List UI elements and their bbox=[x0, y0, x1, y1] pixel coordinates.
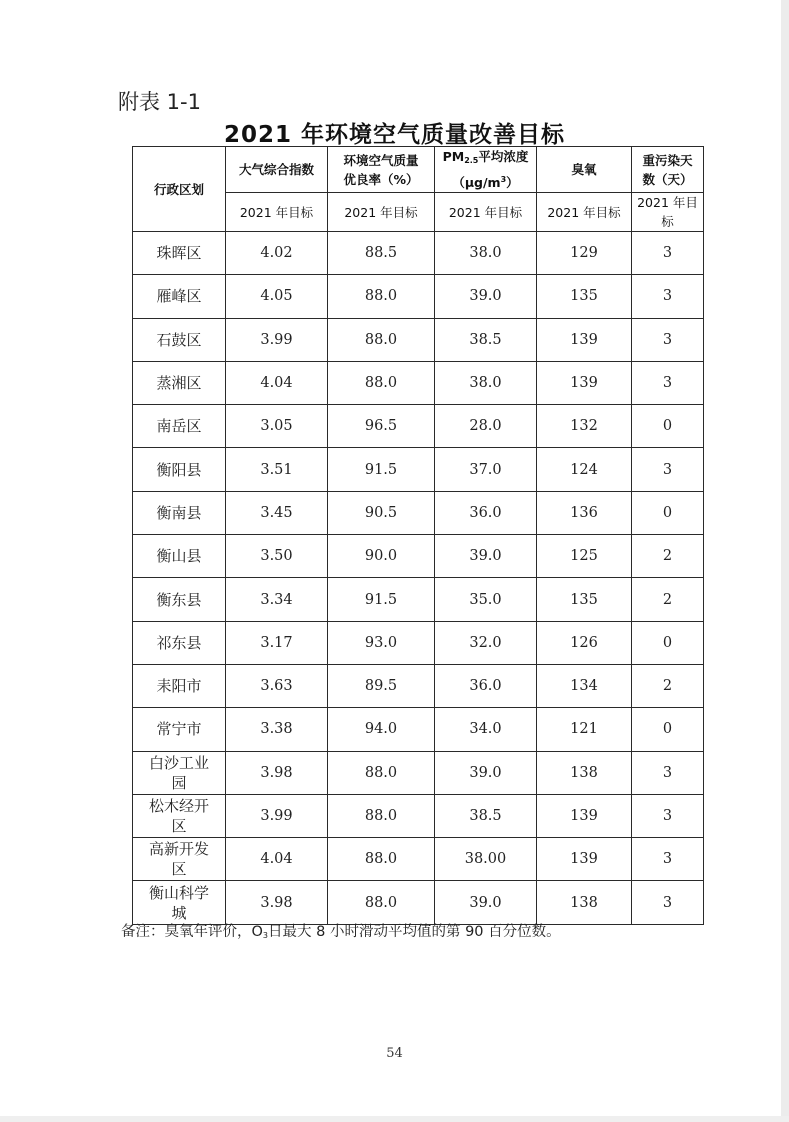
good-rate-cell: 88.0 bbox=[328, 751, 435, 794]
polluted-days-cell: 2 bbox=[632, 578, 704, 621]
table-body bbox=[133, 232, 704, 925]
header-days-line1: 重污染天 bbox=[642, 152, 693, 168]
region-name-line1: 衡阳县 bbox=[156, 460, 202, 479]
header-ozone: 臭氧 bbox=[537, 147, 632, 193]
header-pm25-prefix: PM bbox=[442, 149, 465, 164]
header-aqi bbox=[226, 147, 328, 193]
good-rate-cell: 91.5 bbox=[328, 448, 435, 491]
table-row bbox=[133, 535, 704, 578]
table-row bbox=[133, 448, 704, 491]
good-rate-cell: 88.0 bbox=[328, 361, 435, 404]
polluted-days-cell: 3 bbox=[632, 318, 704, 361]
ozone-cell: 135 bbox=[537, 578, 632, 621]
ozone-cell: 138 bbox=[537, 881, 632, 924]
ozone-cell: 129 bbox=[537, 232, 632, 275]
header-region: 行政区划 bbox=[133, 147, 226, 232]
polluted-days-cell: 3 bbox=[632, 361, 704, 404]
region-cell bbox=[133, 578, 226, 621]
pm25-cell: 38.5 bbox=[435, 318, 537, 361]
ozone-cell: 134 bbox=[537, 664, 632, 707]
table-row bbox=[133, 318, 704, 361]
good-rate-cell: 88.0 bbox=[328, 794, 435, 837]
target-year-days-l2: 标 bbox=[661, 214, 674, 229]
region-cell bbox=[133, 621, 226, 664]
ozone-cell: 132 bbox=[537, 405, 632, 448]
page-edge-shadow-bottom bbox=[0, 1116, 789, 1122]
header-row-1 bbox=[133, 147, 704, 193]
polluted-days-cell: 3 bbox=[632, 751, 704, 794]
pm25-cell: 34.0 bbox=[435, 708, 537, 751]
good-rate-cell: 96.5 bbox=[328, 405, 435, 448]
pm25-cell: 35.0 bbox=[435, 578, 537, 621]
region-name-line2: 园 bbox=[171, 773, 187, 792]
pm25-cell: 39.0 bbox=[435, 881, 537, 924]
polluted-days-cell: 0 bbox=[632, 405, 704, 448]
aqi-cell: 3.51 bbox=[226, 448, 328, 491]
region-name-line2: 区 bbox=[171, 817, 187, 835]
good-rate-cell: 88.0 bbox=[328, 318, 435, 361]
polluted-days-cell: 3 bbox=[632, 275, 704, 318]
target-year-good: 2021 年目标 bbox=[328, 193, 435, 232]
region-name-line1: 衡南县 bbox=[156, 503, 202, 522]
pm25-cell: 37.0 bbox=[435, 448, 537, 491]
aqi-cell: 3.99 bbox=[226, 794, 328, 837]
region-cell bbox=[133, 232, 226, 275]
pm25-cell: 39.0 bbox=[435, 751, 537, 794]
pm25-cell: 38.0 bbox=[435, 232, 537, 275]
region-name-line1: 衡山县 bbox=[156, 547, 202, 566]
region-name-line2: 区 bbox=[171, 860, 187, 879]
ozone-cell: 139 bbox=[537, 794, 632, 837]
header-pm25-unit-close: ） bbox=[506, 175, 519, 190]
aqi-cell: 3.38 bbox=[226, 708, 328, 751]
aqi-cell: 4.04 bbox=[226, 361, 328, 404]
region-name-line1: 蒸湘区 bbox=[156, 374, 202, 393]
region-name-line1: 石鼓区 bbox=[156, 330, 202, 349]
target-year-aqi: 2021 年目标 bbox=[226, 193, 328, 232]
header-polluted-days bbox=[632, 147, 704, 193]
table-row bbox=[133, 621, 704, 664]
polluted-days-cell: 0 bbox=[632, 491, 704, 534]
good-rate-cell: 88.0 bbox=[328, 881, 435, 924]
polluted-days-cell: 3 bbox=[632, 232, 704, 275]
header-days-line2: 数（天） bbox=[642, 171, 693, 187]
pm25-cell: 36.0 bbox=[435, 491, 537, 534]
ozone-cell: 139 bbox=[537, 361, 632, 404]
appendix-label: 附表 1-1 bbox=[118, 90, 201, 114]
polluted-days-cell: 0 bbox=[632, 708, 704, 751]
aqi-cell: 3.98 bbox=[226, 881, 328, 924]
polluted-days-cell: 3 bbox=[632, 881, 704, 924]
air-quality-target-table bbox=[132, 146, 704, 925]
region-cell bbox=[133, 535, 226, 578]
region-name-line1: 高新开发 bbox=[148, 840, 209, 859]
table-row bbox=[133, 578, 704, 621]
region-name-line1: 祁东县 bbox=[156, 633, 202, 652]
pm25-cell: 38.0 bbox=[435, 361, 537, 404]
table-row bbox=[133, 838, 704, 881]
good-rate-cell: 90.5 bbox=[328, 491, 435, 534]
table-row bbox=[133, 361, 704, 404]
region-name-line1: 耒阳市 bbox=[156, 677, 202, 696]
region-name-line1: 衡东县 bbox=[156, 590, 202, 609]
polluted-days-cell: 2 bbox=[632, 535, 704, 578]
region-name-line1: 松木经开 bbox=[148, 797, 209, 815]
region-cell bbox=[133, 794, 226, 837]
header-good-rate bbox=[328, 147, 435, 193]
pm25-cell: 38.5 bbox=[435, 794, 537, 837]
header-pm25 bbox=[435, 147, 537, 193]
region-cell bbox=[133, 491, 226, 534]
aqi-cell: 3.05 bbox=[226, 405, 328, 448]
good-rate-cell: 88.5 bbox=[328, 232, 435, 275]
ozone-cell: 138 bbox=[537, 751, 632, 794]
good-rate-cell: 94.0 bbox=[328, 708, 435, 751]
table-row bbox=[133, 491, 704, 534]
aqi-cell: 3.45 bbox=[226, 491, 328, 534]
good-rate-cell: 89.5 bbox=[328, 664, 435, 707]
target-year-days-l1: 2021 年目 bbox=[637, 195, 698, 210]
region-cell bbox=[133, 838, 226, 881]
table-row bbox=[133, 405, 704, 448]
aqi-cell: 3.34 bbox=[226, 578, 328, 621]
polluted-days-cell: 2 bbox=[632, 664, 704, 707]
good-rate-cell: 88.0 bbox=[328, 838, 435, 881]
table-row bbox=[133, 275, 704, 318]
aqi-cell: 3.99 bbox=[226, 318, 328, 361]
ozone-cell: 121 bbox=[537, 708, 632, 751]
region-cell bbox=[133, 708, 226, 751]
region-name-line2: 城 bbox=[171, 903, 187, 922]
polluted-days-cell: 0 bbox=[632, 621, 704, 664]
ozone-cell: 135 bbox=[537, 275, 632, 318]
pm25-cell: 28.0 bbox=[435, 405, 537, 448]
good-rate-cell: 93.0 bbox=[328, 621, 435, 664]
region-name-line1: 常宁市 bbox=[156, 720, 202, 739]
table-note bbox=[121, 920, 561, 941]
good-rate-cell: 88.0 bbox=[328, 275, 435, 318]
page-number: 54 bbox=[386, 1046, 403, 1061]
region-name-line1: 珠晖区 bbox=[156, 244, 202, 263]
ozone-cell: 139 bbox=[537, 838, 632, 881]
region-name-line1: 衡山科学 bbox=[148, 883, 209, 902]
note-sub: 3 bbox=[262, 931, 269, 940]
region-name-line1: 白沙工业 bbox=[148, 753, 209, 772]
region-cell bbox=[133, 405, 226, 448]
target-year-ozone: 2021 年目标 bbox=[537, 193, 632, 232]
header-pm25-unit-sup: 3 bbox=[500, 175, 507, 184]
pm25-cell: 36.0 bbox=[435, 664, 537, 707]
region-cell bbox=[133, 751, 226, 794]
document-title: 2021 年环境空气质量改善目标 bbox=[223, 122, 566, 148]
table-row bbox=[133, 794, 704, 837]
aqi-cell: 3.98 bbox=[226, 751, 328, 794]
region-cell bbox=[133, 664, 226, 707]
pm25-cell: 38.00 bbox=[435, 838, 537, 881]
pm25-cell: 32.0 bbox=[435, 621, 537, 664]
header-pm25-suffix: 平均浓度 bbox=[478, 149, 529, 164]
ozone-cell: 124 bbox=[537, 448, 632, 491]
region-name-line1: 雁峰区 bbox=[156, 287, 202, 306]
region-cell bbox=[133, 448, 226, 491]
polluted-days-cell: 3 bbox=[632, 838, 704, 881]
good-rate-cell: 90.0 bbox=[328, 535, 435, 578]
aqi-cell: 4.05 bbox=[226, 275, 328, 318]
good-rate-cell: 91.5 bbox=[328, 578, 435, 621]
table-row bbox=[133, 232, 704, 275]
pm25-cell: 39.0 bbox=[435, 535, 537, 578]
header-good-line1: 环境空气质量 bbox=[343, 152, 419, 168]
polluted-days-cell: 3 bbox=[632, 448, 704, 491]
header-good-line2: 优良率（%） bbox=[343, 171, 419, 187]
region-cell bbox=[133, 275, 226, 318]
aqi-cell: 3.17 bbox=[226, 621, 328, 664]
target-year-pm25: 2021 年目标 bbox=[435, 193, 537, 232]
table-row bbox=[133, 664, 704, 707]
polluted-days-cell: 3 bbox=[632, 794, 704, 837]
note-prefix: 备注：臭氧年评价，O bbox=[121, 924, 263, 940]
ozone-cell: 126 bbox=[537, 621, 632, 664]
header-pm25-sub: 2.5 bbox=[464, 156, 479, 165]
region-cell bbox=[133, 318, 226, 361]
pm25-cell: 39.0 bbox=[435, 275, 537, 318]
header-aqi-text: 大气综合指数 bbox=[238, 162, 314, 177]
region-name-line1: 南岳区 bbox=[156, 417, 202, 436]
aqi-cell: 3.63 bbox=[226, 664, 328, 707]
region-cell bbox=[133, 881, 226, 924]
note-suffix: 日最大 8 小时滑动平均值的第 90 百分位数。 bbox=[268, 924, 561, 940]
page-edge-shadow bbox=[781, 0, 789, 1122]
header-pm25-unit-open: （μg/m bbox=[452, 175, 501, 190]
table-row bbox=[133, 881, 704, 924]
table-row bbox=[133, 708, 704, 751]
aqi-cell: 4.02 bbox=[226, 232, 328, 275]
ozone-cell: 125 bbox=[537, 535, 632, 578]
region-cell bbox=[133, 361, 226, 404]
target-year-days bbox=[632, 193, 704, 232]
table-row bbox=[133, 751, 704, 794]
aqi-cell: 4.04 bbox=[226, 838, 328, 881]
ozone-cell: 139 bbox=[537, 318, 632, 361]
aqi-cell: 3.50 bbox=[226, 535, 328, 578]
ozone-cell: 136 bbox=[537, 491, 632, 534]
